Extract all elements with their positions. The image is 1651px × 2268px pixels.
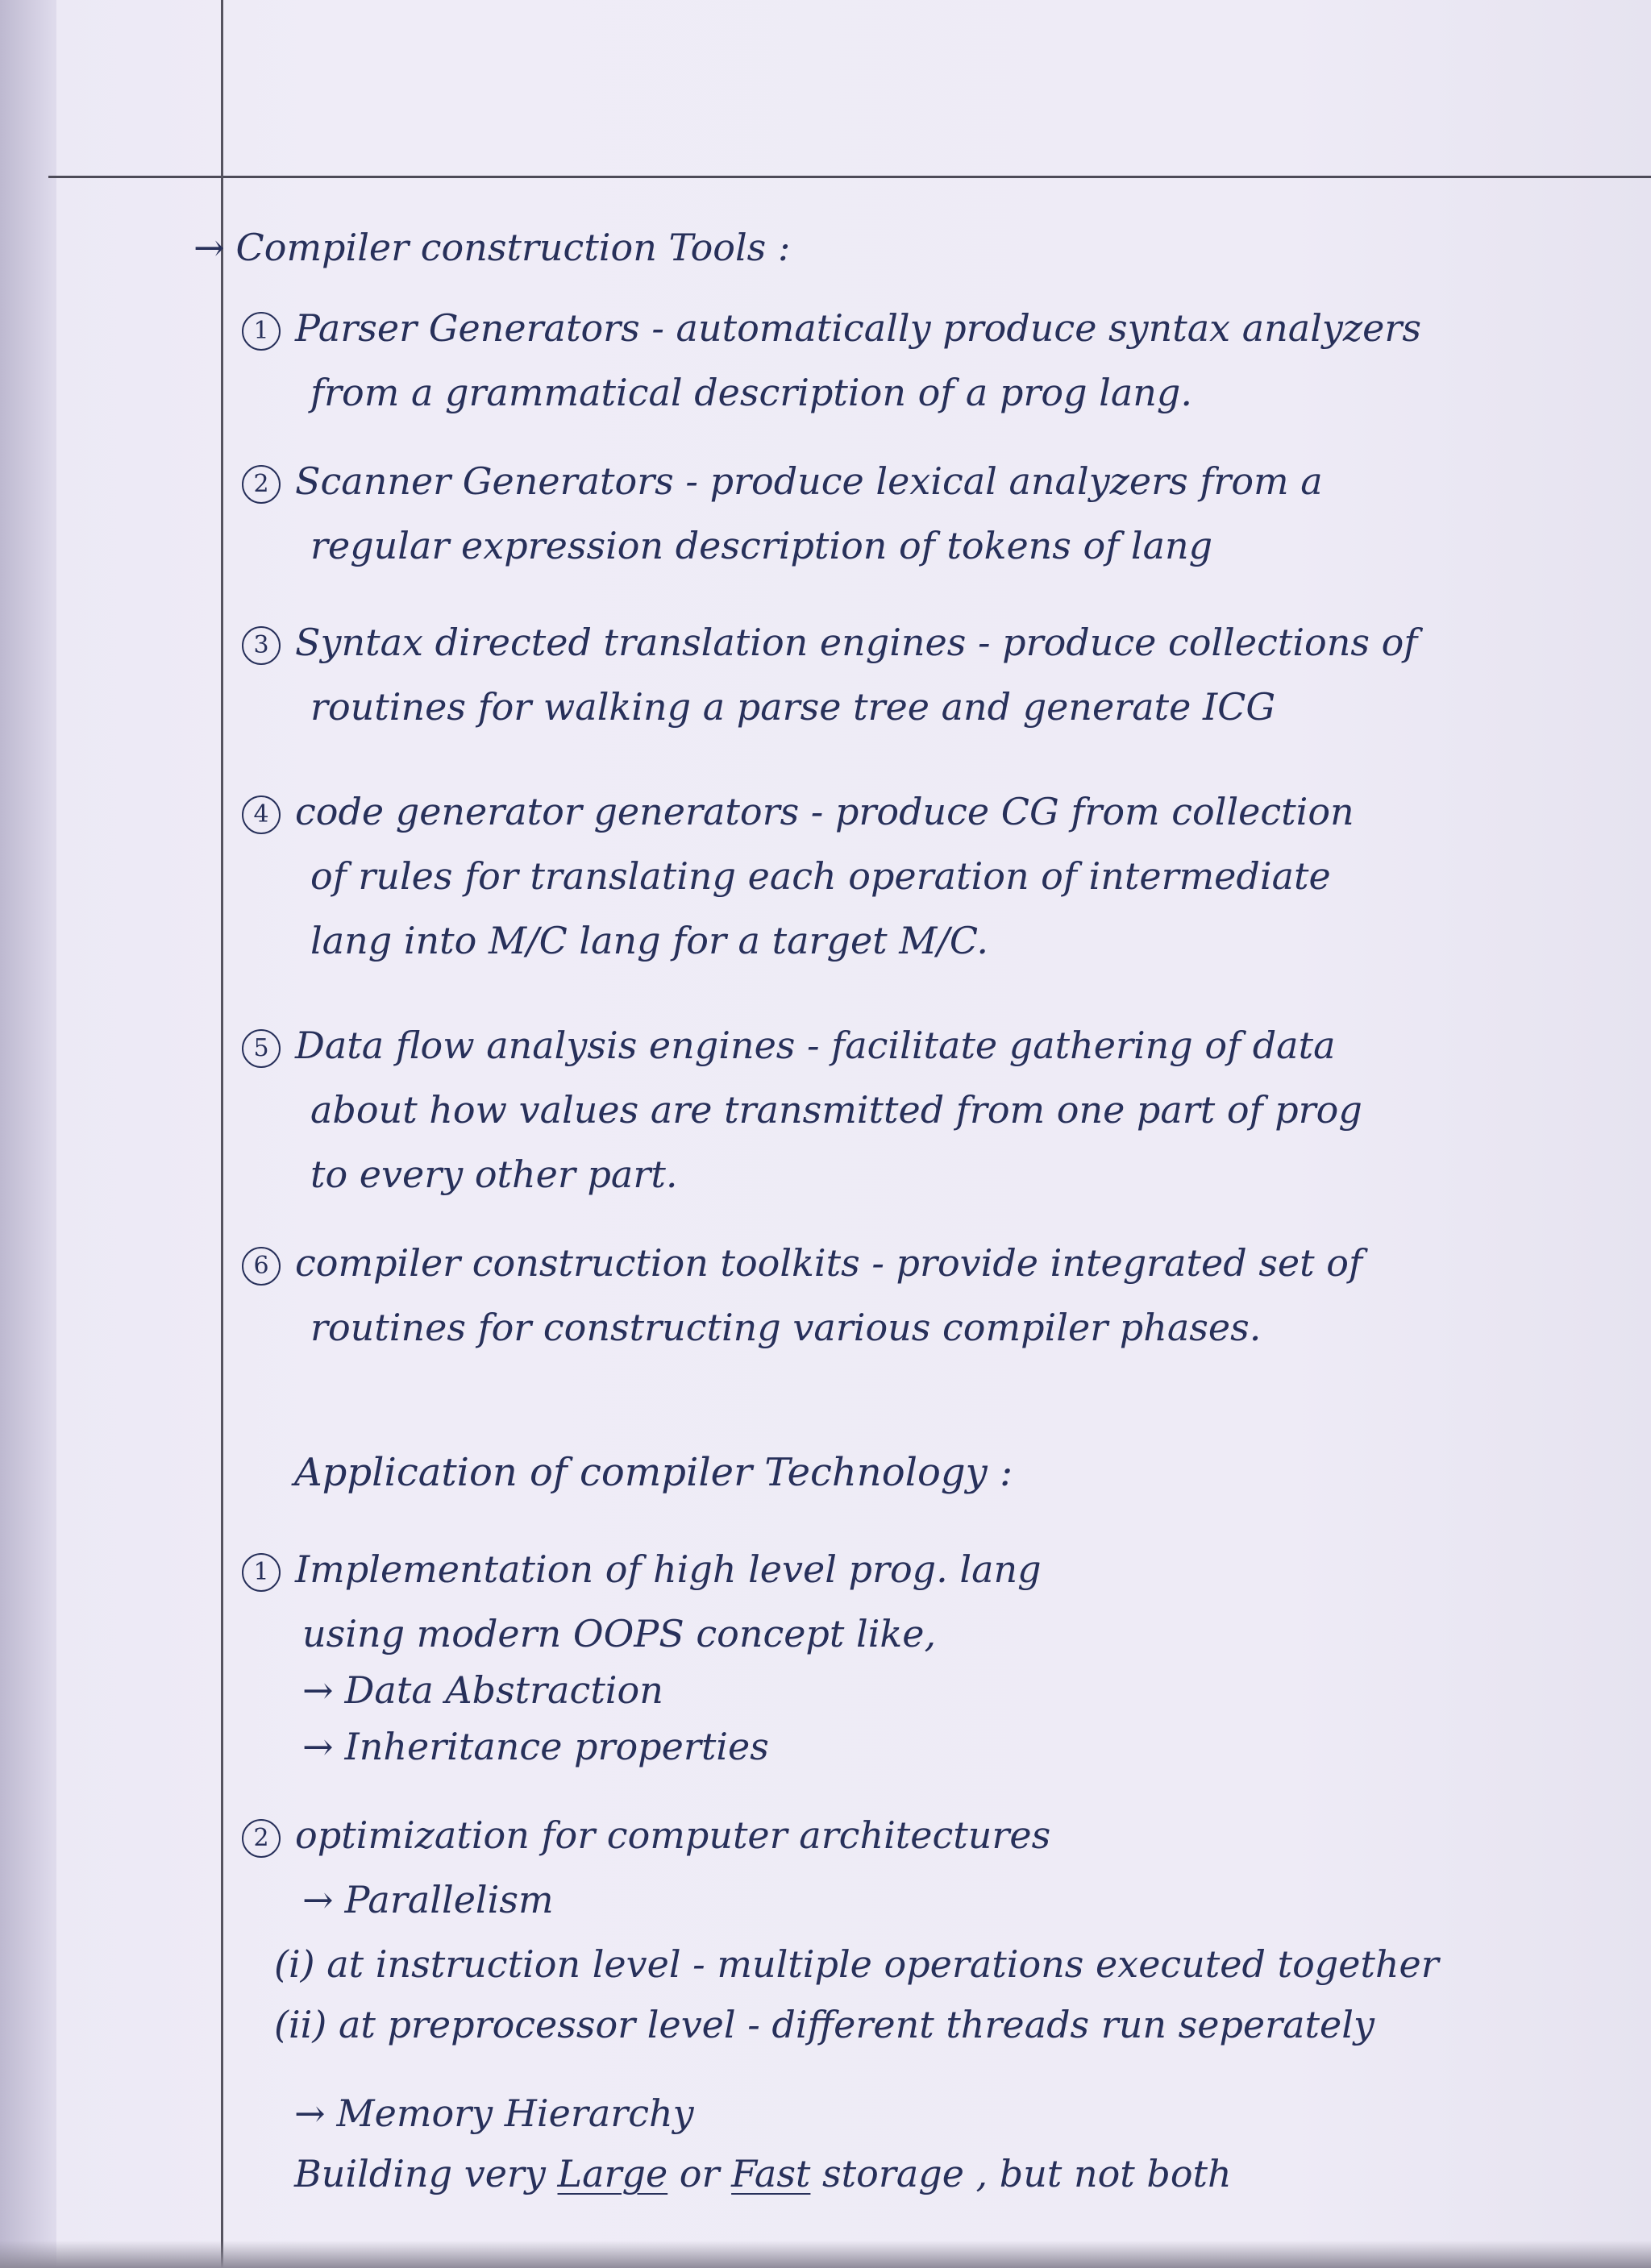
arrow-icon: →	[302, 1878, 334, 1921]
circled-number: 6	[242, 1247, 281, 1286]
application-item-2-p1: (i) at instruction level - multiple operations executed together	[274, 1942, 1439, 1986]
page-left-shadow	[0, 0, 56, 2268]
tool-item-5-line2: about how values are transmitted from one part of prog	[310, 1088, 1362, 1132]
tool-item-4-line2: of rules for translating each operation of intermediate	[310, 854, 1331, 898]
top-ruled-line	[48, 176, 1651, 178]
tool-item-5-line1: 5 Data flow analysis engines - facilitate gathering of data	[242, 1016, 1336, 1075]
fast-underlined: Fast	[731, 2152, 811, 2195]
tool-item-5-line3: to every other part.	[310, 1153, 678, 1196]
arrow-icon: →	[302, 1668, 334, 1712]
application-item-1-line1: 1 Implementation of high level prog. lang	[242, 1539, 1042, 1599]
circled-number: 5	[242, 1029, 281, 1068]
tool-item-6-line2: routines for constructing various compiler phases.	[310, 1306, 1262, 1349]
tool-item-1-line2: from a grammatical description of a prog lang.	[310, 371, 1192, 414]
circled-number: 2	[242, 1819, 281, 1858]
margin-line	[221, 0, 223, 2268]
application-item-1-sub1: → Data Abstraction	[302, 1668, 663, 1712]
circled-number: 4	[242, 795, 281, 834]
tool-item-1-line1: 1 Parser Generators - automatically produce syntax analyzers	[242, 298, 1421, 358]
circled-number: 1	[242, 1553, 281, 1592]
circled-number: 1	[242, 312, 281, 351]
application-item-2-p2: (ii) at preprocessor level - different threads run seperately	[274, 2003, 1374, 2046]
tool-item-4-line1: 4 code generator generators - produce CG from collection	[242, 782, 1354, 841]
section1-heading: → Compiler construction Tools :	[193, 226, 791, 269]
circled-number: 2	[242, 465, 281, 504]
circled-number: 3	[242, 626, 281, 665]
section2-heading: Application of compiler Technology :	[294, 1450, 1013, 1495]
tool-item-2-line1: 2 Scanner Generators - produce lexical analyzers from a	[242, 451, 1323, 511]
tool-item-3-line2: routines for walking a parse tree and generate ICG	[310, 685, 1276, 729]
application-item-2-parallelism: → Parallelism	[302, 1878, 554, 1921]
application-item-1-sub2: → Inheritance properties	[302, 1725, 769, 1768]
page-bottom-shadow	[0, 2241, 1651, 2268]
tool-item-2-line2: regular expression description of tokens of lang	[310, 524, 1213, 567]
application-item-2-building: Building very Large or Fast storage , but not both	[294, 2152, 1232, 2195]
tool-item-6-line1: 6 compiler construction toolkits - provide integrated set of	[242, 1233, 1362, 1293]
arrow-icon: →	[294, 2091, 326, 2135]
arrow-icon: →	[302, 1725, 334, 1768]
tool-item-4-line3: lang into M/C lang for a target M/C.	[310, 919, 989, 962]
arrow-icon: →	[193, 226, 225, 269]
application-item-1-line2: using modern OOPS concept like,	[302, 1612, 937, 1655]
application-item-2-line1: 2 optimization for computer architectures	[242, 1805, 1050, 1865]
tool-item-3-line1: 3 Syntax directed translation engines - produce collections of	[242, 613, 1417, 672]
application-item-2-memory: → Memory Hierarchy	[294, 2091, 694, 2135]
large-underlined: Large	[557, 2152, 668, 2195]
